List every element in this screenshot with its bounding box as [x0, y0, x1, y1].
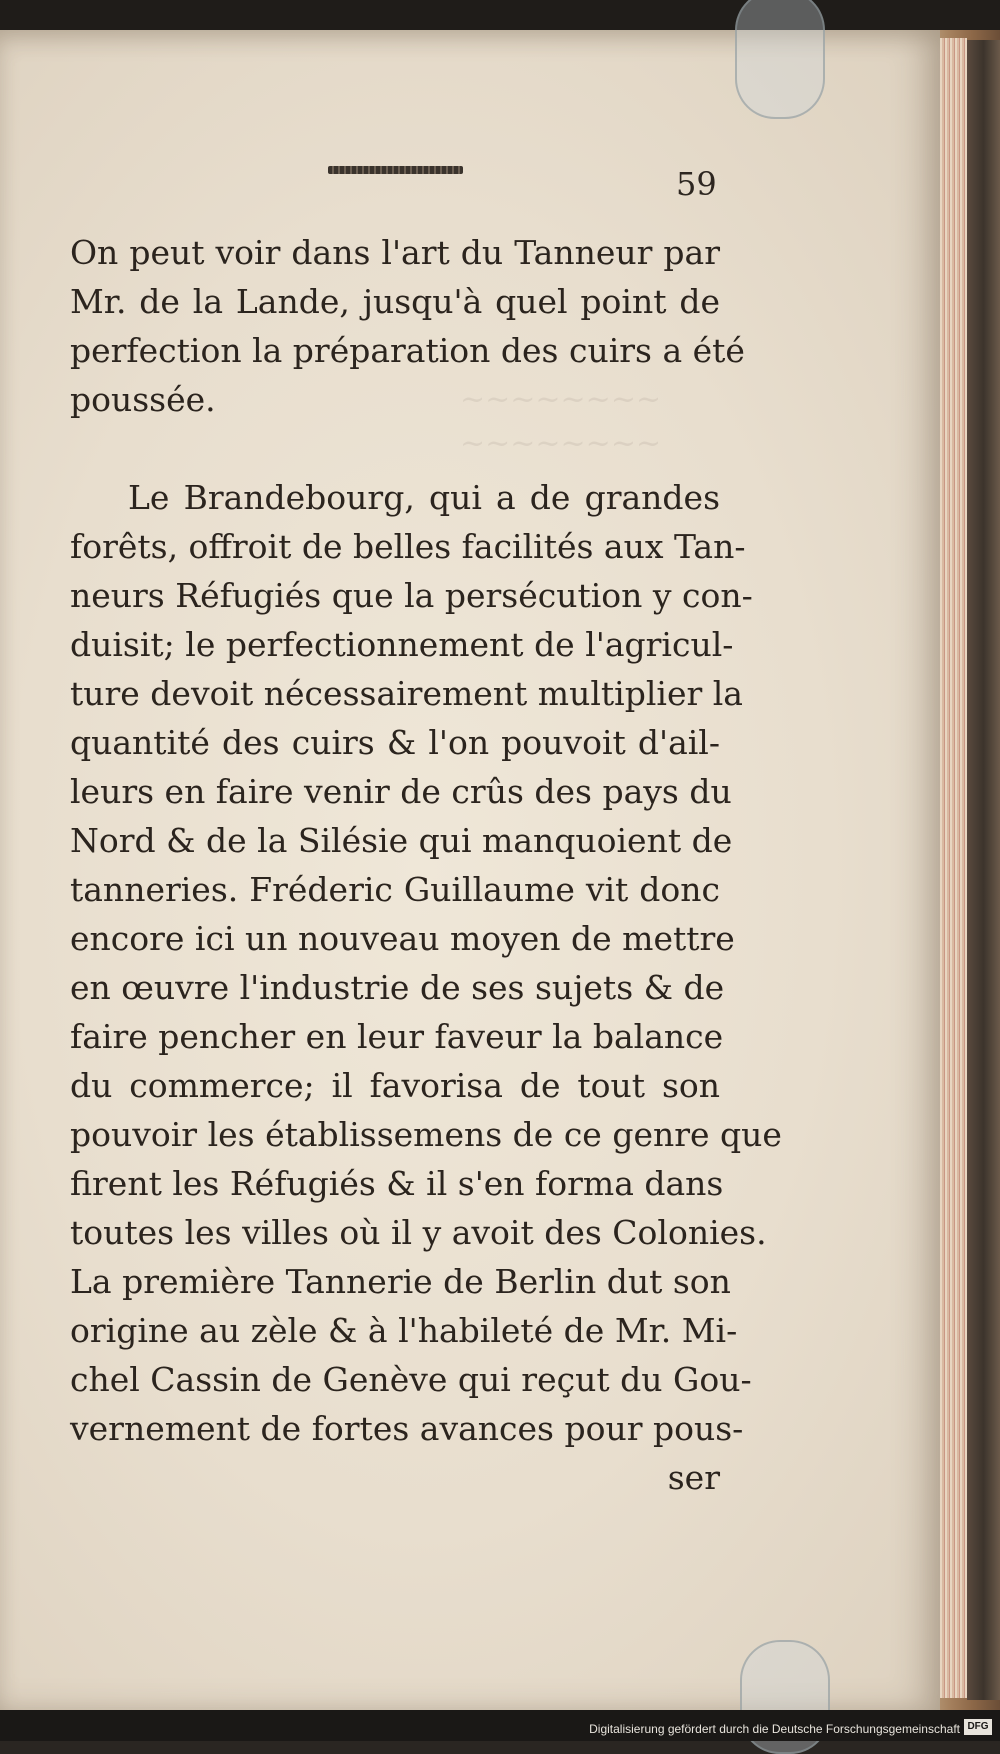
text-line: firent les Réfugiés & il s'en forma dans — [70, 1164, 724, 1203]
text-line: perfection la préparation des cuirs a été — [70, 331, 745, 370]
text-line: chel Cassin de Genève qui reçut du Gou- — [70, 1360, 752, 1399]
page-number: 59 — [676, 165, 717, 203]
digitization-credit: Digitalisierung gefördert durch die Deutsche Forschungsgemeinschaft — [589, 1722, 960, 1736]
text-line: On peut voir dans l'art du Tanneur par — [70, 233, 720, 272]
text-line: tanneries. Fréderic Guillaume vit donc — [70, 870, 720, 909]
text-line: toutes les villes où il y avoit des Colonies. — [70, 1213, 767, 1252]
header-ornament — [328, 166, 463, 174]
text-line: leurs en faire venir de crûs des pays du — [70, 772, 732, 811]
catchword: ser — [667, 1458, 720, 1497]
text-line: Mr. de la Lande, jusqu'à quel point de — [70, 282, 720, 321]
bleed-through-text: ~~~~~~~~ ~~~~~~~~ — [460, 382, 662, 461]
text-line: Nord & de la Silésie qui manquoient de — [70, 821, 733, 860]
text-line: neurs Réfugiés que la persécution y con- — [70, 576, 753, 615]
text-line: La première Tannerie de Berlin dut son — [70, 1262, 731, 1301]
text-line: pouvoir les établissemens de ce genre que — [70, 1115, 782, 1154]
text-line: du commerce; il favorisa de tout son — [70, 1066, 720, 1105]
text-line: forêts, offroit de belles facilités aux Tan- — [70, 527, 746, 566]
page-clip-top — [735, 0, 825, 119]
scan-top-border — [0, 0, 1000, 32]
dfg-logo: DFG — [964, 1719, 992, 1735]
text-line: quantité des cuirs & l'on pouvoit d'ail- — [70, 723, 720, 762]
text-line: en œuvre l'industrie de ses sujets & de — [70, 968, 725, 1007]
text-line: Le Brandebourg, qui a de grandes — [128, 478, 720, 517]
text-line: vernement de fortes avances pour pous- — [70, 1409, 744, 1448]
text-line: ture devoit nécessairement multiplier la — [70, 674, 743, 713]
text-line: poussée. — [70, 380, 216, 419]
text-line: duisit; le perfectionnement de l'agricul- — [70, 625, 734, 664]
text-line: faire pencher en leur faveur la balance — [70, 1017, 724, 1056]
text-line: origine au zèle & à l'habileté de Mr. Mi- — [70, 1311, 738, 1350]
text-line: encore ici un nouveau moyen de mettre — [70, 919, 735, 958]
book-cover-strip — [967, 40, 1000, 1700]
